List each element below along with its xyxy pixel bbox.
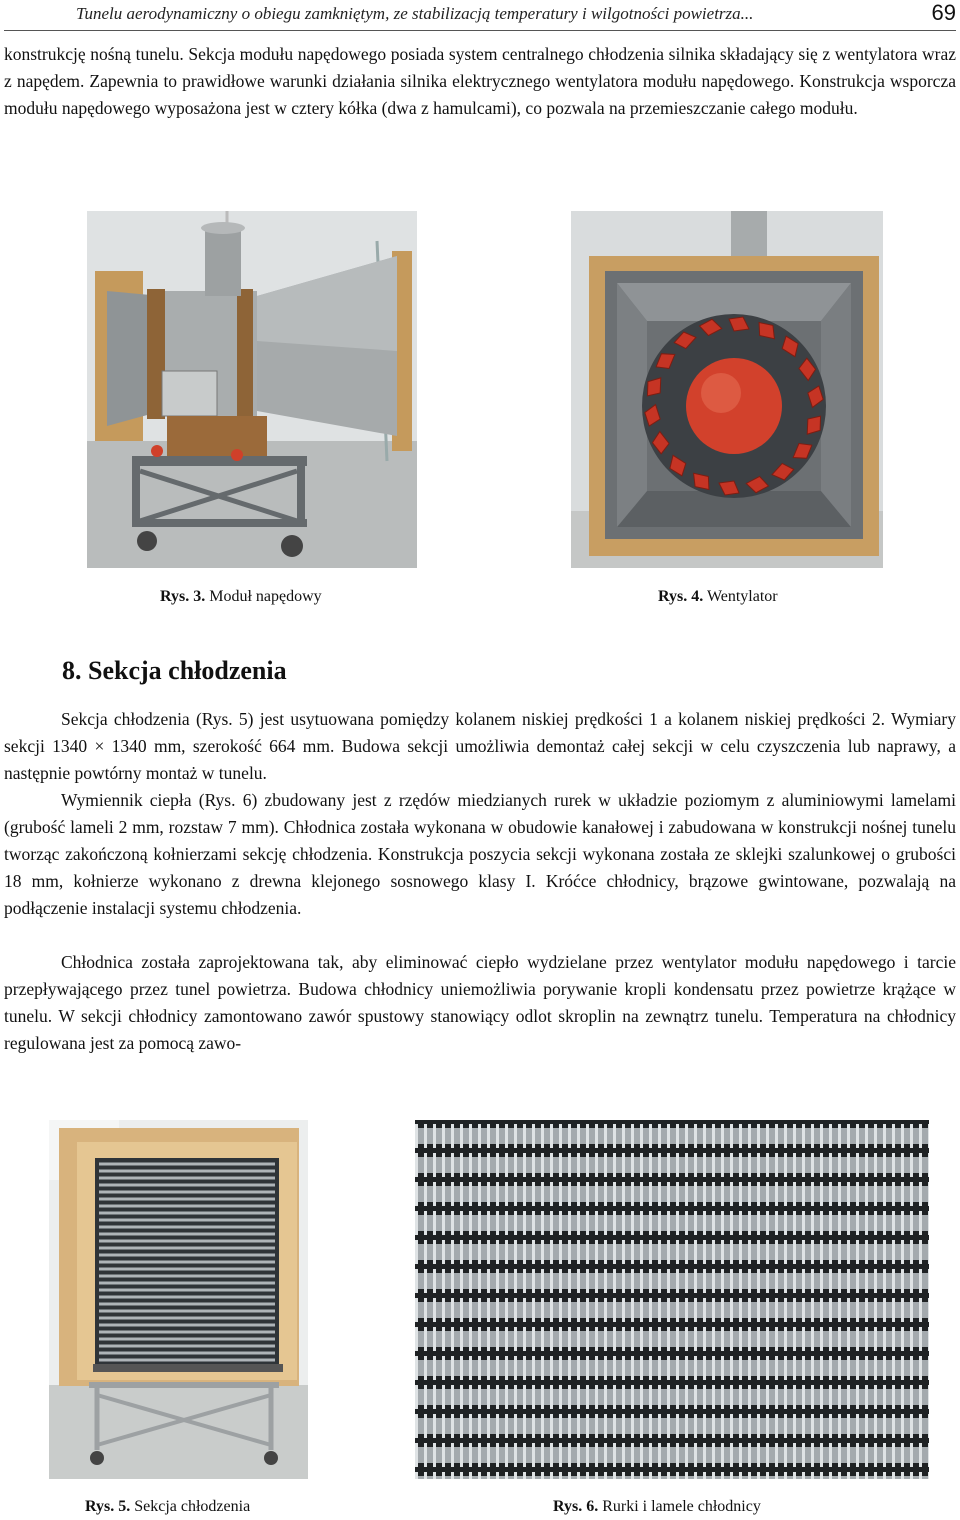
- running-header-title: Tunelu aerodynamiczny o obiegu zamkniętym, ze stabilizacją temperatury i wilgotności powietrza...: [76, 4, 754, 23]
- figure-4-text: Wentylator: [706, 588, 778, 605]
- figure-6-text: Rurki i lamele chłodnicy: [602, 1498, 761, 1515]
- figure-tubes-fins-photo: [415, 1120, 929, 1479]
- section-paragraph-2: Wymiennik ciepła (Rys. 6) zbudowany jest z rzędów miedzianych rurek w układzie poziomym z aluminiowymi lamelami (grubość lameli 2 mm, rozstaw 7 mm). Chłodnica została wykonana w obudowie kanałowej i zabudowana w konstrukcji nośnej tunelu tworząc zakończoną kołnierzami sekcję chłodzenia. Konstrukcja poszycia sekcji wykonana została ze sklejki szalunkowej o grubości 18 mm, kołnierze wykonano z drewna klejonego sosnowego klasy I. Króćce chłodnicy, brązowe gwintowane, pozwalają na podłączenie instalacji systemu chłodzenia.: [4, 790, 956, 918]
- figure-4-caption: [658, 588, 778, 606]
- figure-5-label: Rys. 5.: [85, 1498, 131, 1515]
- section-paragraph-1: Sekcja chłodzenia (Rys. 5) jest usytuowana pomiędzy kolanem niskiej prędkości 1 a kolanem niskiej prędkości 2. Wymiary sekcji 1340 × 1340 mm, szerokość 664 mm. Budowa sekcji umożliwia demontaż całej sekcji w celu czyszczenia lub naprawy, a następnie powtórny montaż w tunelu.: [4, 709, 956, 783]
- figure-drive-module-photo: [87, 211, 417, 568]
- figure-fan-photo: [571, 211, 883, 568]
- section-heading: 8. Sekcja chłodzenia: [62, 656, 287, 685]
- intro-paragraph: konstrukcję nośną tunelu. Sekcja modułu napędowego posiada system centralnego chłodzenia silnika składający się z wentylatora wraz z napędem. Zapewnia to prawidłowe warunki działania silnika elektrycznego wentylatora modułu napędowego. Konstrukcja wsporcza modułu napędowego wyposażona jest w cztery kółka (dwa z hamulcami), co pozwala na przemieszczanie całego modułu.: [4, 44, 956, 118]
- header-rule: [4, 30, 956, 31]
- figure-6-caption: [553, 1498, 761, 1516]
- figure-5-caption: [85, 1498, 250, 1516]
- figure-6-label: Rys. 6.: [553, 1498, 599, 1515]
- figure-4-label: Rys. 4.: [658, 588, 704, 605]
- figure-3-caption: [160, 588, 322, 606]
- figure-5-text: Sekcja chłodzenia: [134, 1498, 251, 1515]
- figure-cooling-section-photo: [49, 1120, 308, 1479]
- figure-3-label: Rys. 3.: [160, 588, 206, 605]
- page-number: 69: [931, 0, 956, 25]
- figure-3-text: Moduł napędowy: [209, 588, 322, 605]
- running-header: [0, 0, 960, 30]
- section-paragraph-3: Chłodnica została zaprojektowana tak, aby eliminować ciepło wydzielane przez wentylator modułu napędowego i tarcie przepływającego przez tunel powietrza. Budowa chłodnicy uniemożliwia porywanie kropli kondensatu przez powietrze krążące w tunelu. W sekcji chłodnicy zamontowano zawór spustowy stanowiący odlot skroplin na zewnątrz tunelu. Temperatura na chłodnicy regulowana jest za pomocą zawo-: [4, 952, 956, 1053]
